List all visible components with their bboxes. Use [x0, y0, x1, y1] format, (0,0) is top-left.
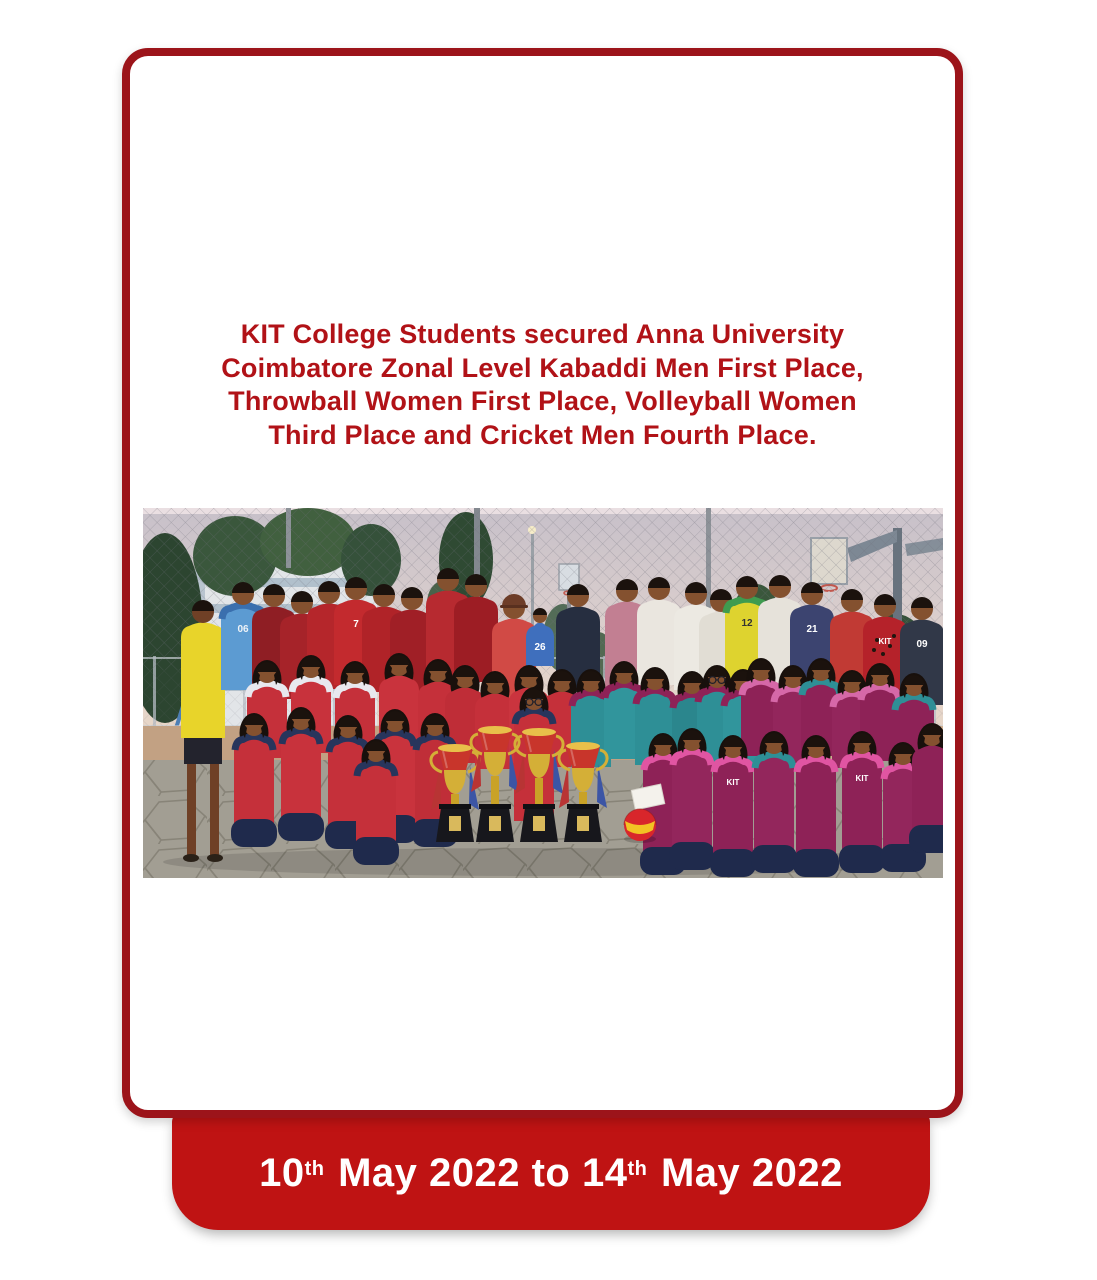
date-text: 10th May 2022 to 14th May 2022 — [259, 1150, 843, 1195]
group-photo — [143, 508, 943, 878]
headline-line: KIT College Students secured Anna University — [240, 319, 845, 349]
svg-text:KIT: KIT — [878, 637, 892, 646]
svg-text:KIT: KIT — [726, 778, 740, 787]
ordinal-suffix: th — [304, 1157, 325, 1180]
group-photo-illustration — [143, 508, 943, 878]
svg-text:26: 26 — [534, 642, 546, 653]
svg-text:09: 09 — [916, 639, 928, 650]
headline — [130, 318, 955, 452]
svg-text:21: 21 — [806, 624, 818, 635]
svg-text:KIT: KIT — [855, 774, 869, 783]
date-banner — [172, 1112, 930, 1230]
headline-line: Coimbatore Zonal Level Kabaddi Men First Place, — [221, 352, 864, 383]
ordinal-suffix: th — [627, 1157, 648, 1180]
svg-text:12: 12 — [741, 618, 753, 629]
headline-line: Third Place and Cricket Men Fourth Place. — [268, 419, 817, 450]
svg-text:7: 7 — [353, 619, 359, 630]
award-card — [122, 48, 963, 1118]
svg-text:06: 06 — [237, 624, 249, 635]
headline-line: Throwball Women First Place, Volleyball Women — [228, 386, 857, 416]
